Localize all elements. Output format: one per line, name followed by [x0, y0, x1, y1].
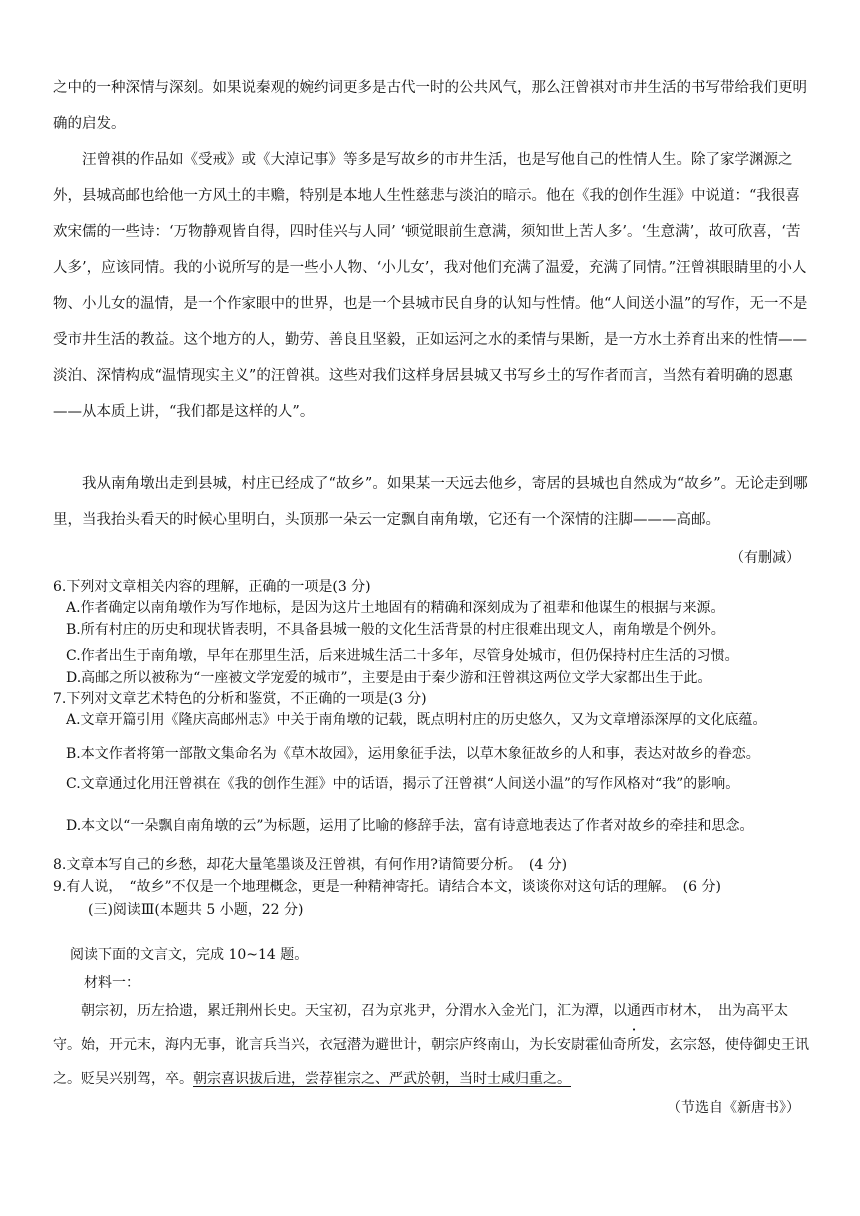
classical-text [53, 994, 813, 1096]
emphasis-dot-char: 以 [613, 1003, 627, 1019]
question-7-option-b: B.本文作者将第一部散文集命名为《草木故园》，运用象征手法，以草木象征故乡的人和事，表达对故乡的眷恋。 [66, 746, 760, 762]
classical-text-part-a: 朝宗初，历左拾遗，累迁荆州长史。天宝初，召为京兆尹，分渭水入金光门，汇为潭， [81, 1003, 613, 1019]
question-6-stem: 6.下列对文章相关内容的理解，正确的一项是(3 分) [53, 579, 371, 595]
question-7-option-a: A.文章开篇引用《隆庆高邮州志》中关于南角墩的记载，既点明村庄的历史悠久，又为文章增添深厚的文化底蕴。 [66, 712, 767, 728]
question-6-option-a: A.作者确定以南角墩作为写作地标，是因为这片土地固有的精确和深刻成为了祖辈和他谋生的根据与来源。 [66, 600, 725, 616]
essay-paragraph-2: 汪曾祺的作品如《受戒》或《大淖记事》等多是写故乡的市井生活，也是写他自己的性情人生。除了家学渊源之外，县城高邮也给他一方风土的丰赡，特别是本地人生性慈悲与淡泊的暗示。他在《我的创作生涯》中说道：“我很喜欢宋儒的一些诗：‘万物静观皆自得，四时佳兴与人同’ ‘顿觉眼前生意满，须知世上苦人多’。‘生意满’，故可欣喜，‘苦人多’，应该同情。我的小说所写的是一些小人物、‘小儿女’，我对他们充满了温爱，充满了同情。”汪曾祺眼睛里的小人物、小儿女的温情，是一个作家眼中的世界，也是一个县城市民自身的认知与性情。他“人间送小温”的写作，无一不是受市井生活的教益。这个地方的人，勤劳、善良且坚毅，正如运河之水的柔情与果断，是一方水土养育出来的性情——淡泊、深情构成“温情现实主义”的汪曾祺。这些对我们这样身居县城又书写乡土的写作者而言，当然有着明确的恩惠——从本质上讲，“我们都是这样的人”。 [53, 152, 808, 420]
question-6-option-b: B.所有村庄的历史和现状皆表明，不具备县城一般的文化生活背景的村庄很难出现文人，南角墩是个例外。 [66, 622, 725, 638]
question-8: 8.文章本写自己的乡愁，却花大量笔墨谈及汪曾祺，有何作用?请简要分析。 (4 分) [53, 857, 568, 873]
question-7-stem: 7.下列对文章艺术特色的分析和鉴赏，不正确的一项是(3 分) [53, 691, 427, 707]
classical-text-part-b: 通西市材木， 出为高平太守。始，开元末，海内无事，讹言兵当兴，衣冠潜为避世计，朝宗庐终南山，为长安尉霍仙奇所发，玄宗怒，使侍御史王讯之。贬吴兴别驾，卒。 [53, 1003, 809, 1087]
section-3-instruction: 阅读下面的文言文，完成 10~14 题。 [70, 947, 309, 963]
essay-source: （有删减） [730, 550, 800, 566]
classical-source: （节选自《新唐书》） [667, 1100, 800, 1116]
underlined-sentence: 朝宗喜识拔后进，尝荐崔宗之、严武於朝，当时士咸归重之。 [193, 1071, 571, 1087]
material-label: 材料一： [84, 975, 140, 991]
question-9: 9.有人说， “故乡”不仅是一个地理概念，更是一种精神寄托。请结合本文，谈谈你对这句话的理解。 (6 分) [53, 879, 721, 895]
question-6-option-d: D.高邮之所以被称为“一座被文学宠爱的城市”，主要是由于秦少游和汪曾祺这两位文学大家都出生于此。 [66, 670, 712, 686]
question-6-option-c: C.作者出生于南角墩，早年在那里生活，后来进城生活二十多年，尽管身处城市，但仍保持村庄生活的习惯。 [66, 648, 739, 664]
essay-paragraph-3: 我从南角墩出走到县城，村庄已经成了“故乡”。如果某一天远去他乡，寄居的县城也自然成为“故乡”。无论走到哪里，当我抬头看天的时候心里明白，头顶那一朵云一定飘自南角墩，它还有一个深情的注脚———高邮。 [53, 476, 808, 528]
section-3-title: (三)阅读Ⅲ(本题共 5 小题，22 分) [88, 902, 304, 918]
essay-paragraph-1: 之中的一种深情与深刻。如果说秦观的婉约词更多是古代一时的公共风气，那么汪曾祺对市井生活的书写带给我们更明确的启发。 [53, 80, 807, 132]
question-7-option-d: D.本文以“一朵飘自南角墩的云”为标题，运用了比喻的修辞手法，富有诗意地表达了作者对故乡的牵挂和思念。 [66, 818, 754, 834]
question-7-option-c: C.文章通过化用汪曾祺在《我的创作生涯》中的话语，揭示了汪曾祺“人间送小温”的写作风格对“我”的影响。 [66, 776, 740, 792]
